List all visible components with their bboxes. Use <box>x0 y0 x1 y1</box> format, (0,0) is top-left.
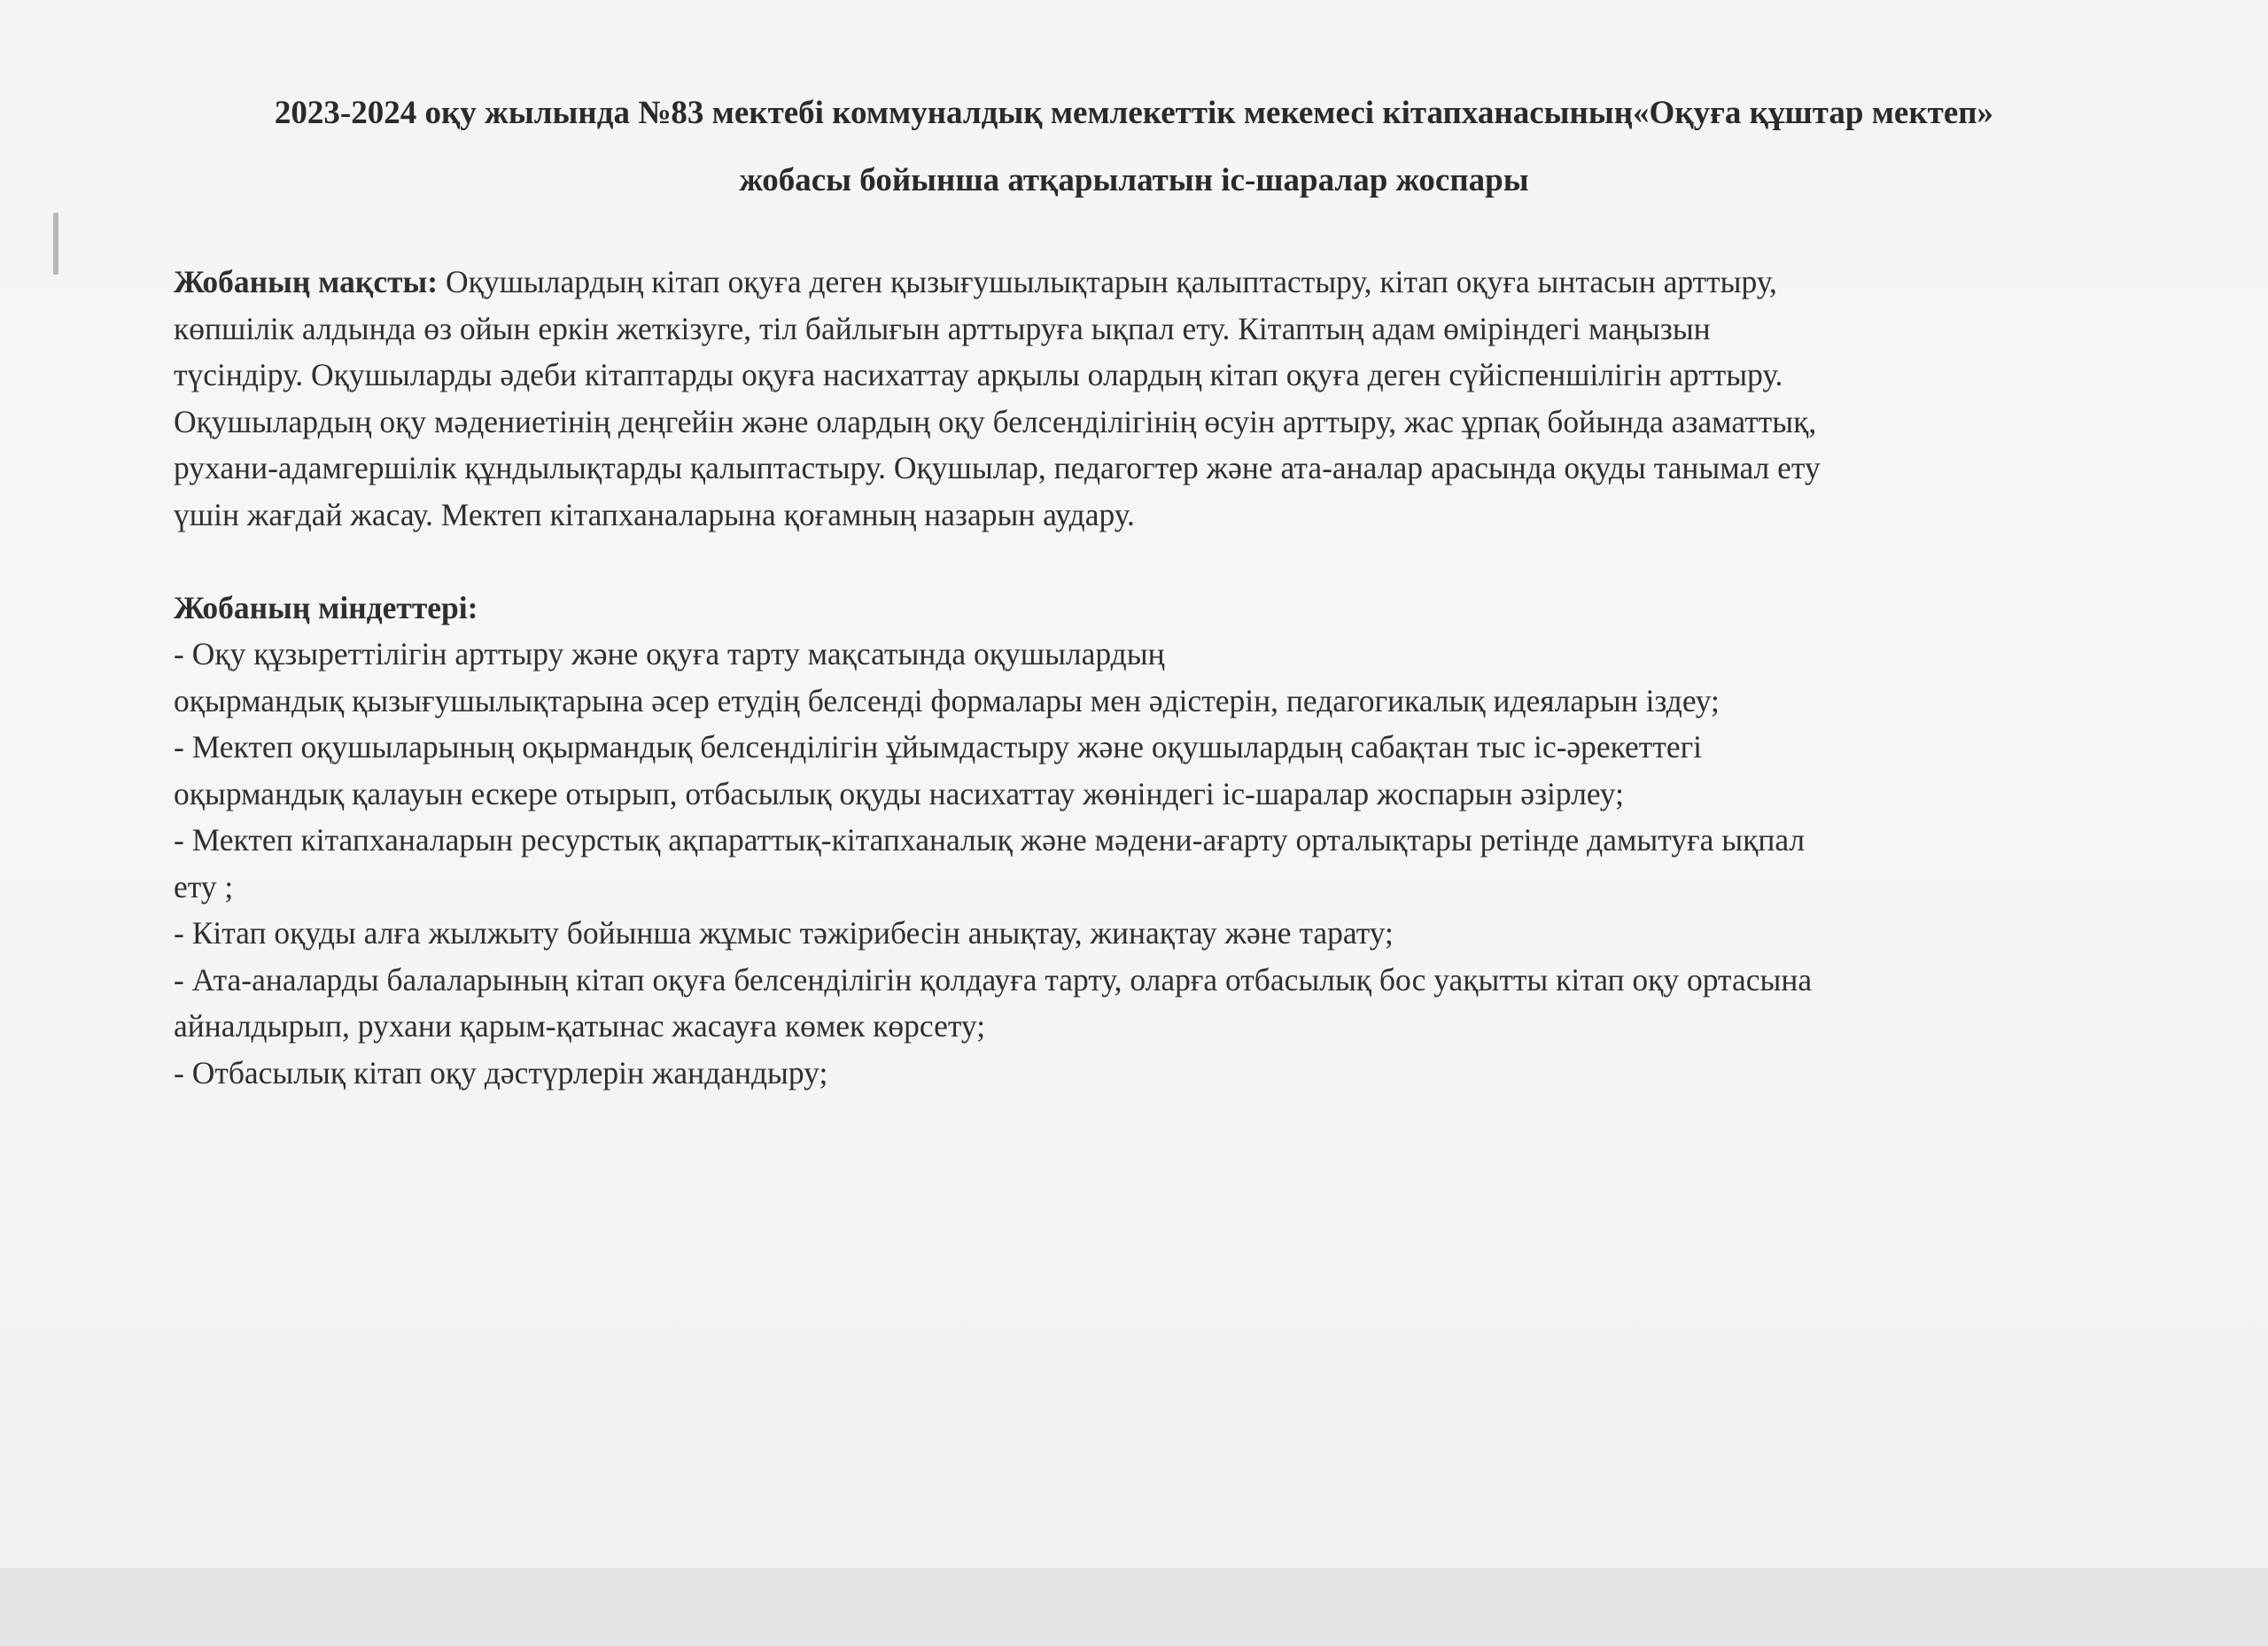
task-line: оқырмандық қалауын ескере отырып, отбасылық оқуды насихаттау жөніндегі іс-шаралар жоспарын әзірлеу; <box>174 775 1624 811</box>
task-line: - Кітап оқуды алға жылжыту бойынша жұмыс тәжірибесін анықтау, жинақтау және тарату; <box>174 915 1394 951</box>
document-title <box>89 80 2179 214</box>
task-line: - Мектеп кітапханаларын ресурстық ақпараттық-кітапханалық және мәдени-ағарту орталықтары ретінде дамытуға ықпал <box>174 822 1806 858</box>
title-line-1: 2023-2024 оқу жылында №83 мектебі коммуналдық мемлекеттік мекемесі кітапханасының«Оқуға құштар мектеп» <box>274 95 1994 131</box>
goal-label: Жобаның мақсты: <box>174 264 439 299</box>
title-line-2: жобасы бойынша атқарылатын іс-шаралар жоспары <box>739 162 1529 198</box>
goal-text-line: түсіндіру. Оқушыларды әдеби кітаптарды оқуға насихаттау арқылы олардың кітап оқуға деген сүйіспеншілігін арттыру. <box>174 357 1783 392</box>
task-line: ету ; <box>174 868 234 905</box>
task-line: - Отбасылық кітап оқу дәстүрлерін жандандыру; <box>174 1054 828 1091</box>
goal-text-line: рухани-адамгершілік құндылықтарды қалыптастыру. Оқушылар, педагогтер және ата-аналар арасында оқуды танымал ету <box>174 450 1821 485</box>
scan-margin-mark <box>53 213 58 275</box>
task-line: оқырмандық қызығушылықтарына әсер етудің белсенді формалары мен әдістерін, педагогикалық идеяларын іздеу; <box>174 682 1720 718</box>
goal-text: Оқушылардың кітап оқуға деген қызығушылықтарын қалыптастыру, кітап оқуға ынтасын арттыру, <box>438 264 1777 299</box>
task-line: - Ата-аналарды балаларының кітап оқуға белсенділігін қолдауға тарту, оларға отбасылық бос уақытты кітап оқу ортасына <box>174 961 1813 998</box>
task-line: айналдырып, рухани қарым-қатынас жасауға көмек көрсету; <box>174 1008 986 1044</box>
task-line: - Мектеп оқушыларының оқырмандық белсенділігін ұйымдастыру және оқушылардың сабақтан тыс іс-әрекеттегі <box>174 729 1703 765</box>
tasks-heading: Жобаның міндеттері: <box>174 589 478 625</box>
scan-bottom-edge <box>0 1568 2268 1646</box>
goal-text-line: үшін жағдай жасау. Мектеп кітапханаларына қоғамның назарын аудару. <box>174 496 1135 532</box>
goal-paragraph-line <box>174 259 2185 306</box>
document-body <box>174 259 2185 1096</box>
goal-text-line: Оқушылардың оқу мәдениетінің деңгейін және олардың оқу белсенділігінің өсуін арттыру, жас ұрпақ бойында азаматтық, <box>174 403 1817 439</box>
task-line: - Оқу құзыреттілігін арттыру және оқуға тарту мақсатында оқушылардың <box>174 636 1165 672</box>
goal-text-line: көпшілік алдында өз ойын еркін жеткізуге, тіл байлығын арттыруға ықпал ету. Кітаптың адам өміріндегі маңызын <box>174 310 1711 346</box>
paragraph-gap <box>174 538 2185 585</box>
